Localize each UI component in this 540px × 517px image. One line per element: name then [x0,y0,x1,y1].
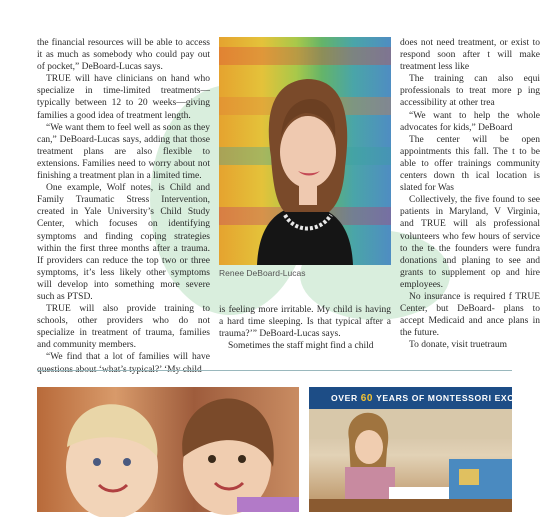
article-column-right [400,37,540,351]
paragraph: “We want them to feel well as soon as they can,” DeBoard-Lucas says, adding that those treatment plans are also flexible to extensions. Families need to worry about not finishing a treatment plan in a limited time. [37,122,210,182]
paragraph: The center will be open appointments this fall. The t to be able to offer trainings community centers down th ical location is slated for Was [400,134,540,194]
portrait-figure [219,37,391,265]
paragraph: The training can also equi professionals to treat more p ing accessibility at other trea [400,74,540,109]
paragraph: does not need treatment, or exist to respond soon after t will make treatment less like [400,38,540,73]
ad-headline-after: YEARS OF MONTESSORI EXC [376,393,515,403]
paragraph: “We want to help the whole advocates for kids,” DeBoard [400,110,540,133]
paragraph: is feeling more irritable. My child is having a hard time sleeping. Is that typical after a trauma?’” DeBoard-Lucas says. [219,305,391,340]
paragraph: One example, Wolf notes, is Child and Family Traumatic Stress Intervention, created in Yale University’s Child Study Center, which focuses on identifying symptoms and finding coping strategies within the first three months after a trauma. If providers can reduce the top two or three symptoms, it’s less likely other symptoms will develop into something more severe such as PTSD. [37,183,210,302]
article-column-left [37,37,210,376]
paragraph: “We find that a lot of families will have [46,352,210,363]
paragraph: No insurance is required f TRUE Center, but DeBoard- plans to accept Medicaid and ance plans in the future. [400,291,540,339]
children-photo [37,387,299,512]
paragraph: the financial resources will be able to access it as much as somebody who could pay out of pocket,” DeBoard-Lucas says. [37,38,210,73]
portrait-photo [219,37,391,265]
ad-headline-number: 60 [360,392,374,404]
ad-headline-before: OVER [331,393,358,403]
paragraph: Sometimes the staff might find a child [228,341,374,352]
advertisement-montessori[interactable] [309,387,515,512]
classroom-photo [309,409,512,512]
advertisement-children-photo[interactable] [37,387,299,512]
article-column-middle [219,304,391,352]
ad-headline [309,387,534,409]
paragraph: TRUE will have clinicians on hand who specialize in time-limited treatments—typically between 12 to 20 weeks—giving families a good idea of treatment length. [37,74,210,121]
photo-caption: Renee DeBoard-Lucas [219,268,306,278]
paragraph: To donate, visit truetraum [409,340,508,351]
section-divider [37,370,512,371]
paragraph: Collectively, the five found to see patients in Maryland, V Virginia, and TRUE will als professional volunteers who few hours of service to the te the founders were fundra donations and planing to see and grants to supplement op and hire employees. [400,195,540,290]
classroom-scene [309,409,512,512]
paragraph: TRUE will also provide training to schools, other providers who do not specialize in treatment of trauma, families and community members. [37,304,210,351]
